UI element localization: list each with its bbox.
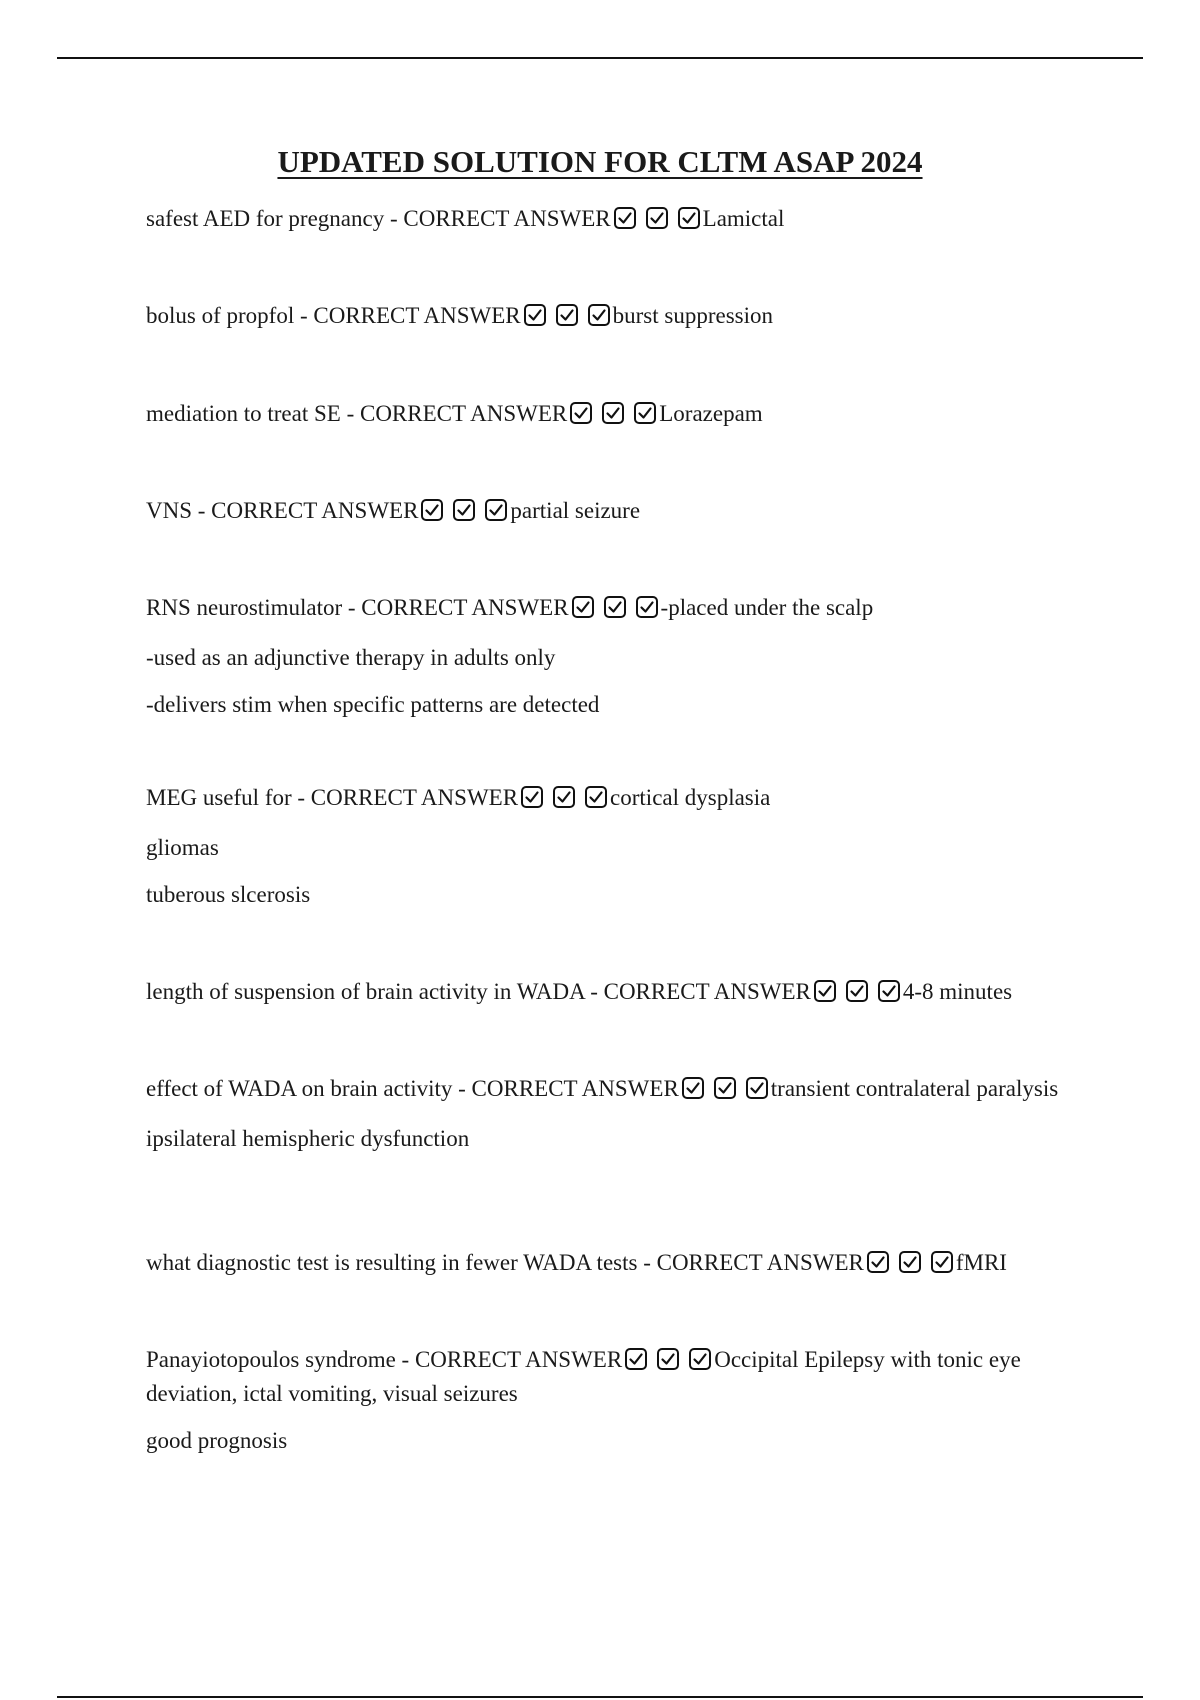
top-rule [57,57,1143,59]
answer-text: 4-8 minutes [902,979,1013,1004]
answer-marker: CORRECT ANSWER [403,206,611,231]
qa-line [146,1344,1086,1409]
question-text: mediation to treat SE - [146,401,360,426]
answer-text: transient contralateral paralysis [770,1076,1059,1101]
checkbox-checked-icon [420,498,444,522]
checkbox-checked-icon [645,206,669,230]
question-text: length of suspension of brain activity in WADA - [146,979,604,1004]
answer-marker: CORRECT ANSWER [656,1250,864,1275]
checkbox-checked-icon [603,595,627,619]
question-text: safest AED for pregnancy - [146,206,404,231]
checkbox-checked-icon [584,785,608,809]
checkbox-checked-icon [555,303,579,327]
qa-entry [146,495,1086,529]
qa-entry [146,782,1086,910]
qa-line [146,398,1086,432]
answer-marker: CORRECT ANSWER [211,498,419,523]
qa-line [146,1247,1086,1281]
answer-continuation: ipsilateral hemispheric dysfunction [146,1126,470,1151]
qa-line [146,495,1086,529]
checkbox-checked-icon [613,206,637,230]
answer-marker: CORRECT ANSWER [361,595,569,620]
qa-entry [146,398,1086,432]
answer-continuation: good prognosis [146,1428,288,1453]
checkbox-checked-icon [813,979,837,1003]
check-marks [811,979,903,1010]
document-title-text: UPDATED SOLUTION FOR CLTM ASAP 2024 [277,144,923,179]
question-text: bolus of propfol - [146,303,314,328]
checkbox-checked-icon [745,1076,769,1100]
checkbox-checked-icon [552,785,576,809]
answer-continuation: tuberous slcerosis [146,882,311,907]
qa-line [146,592,1086,626]
checkbox-checked-icon [624,1347,648,1371]
question-text: MEG useful for - [146,785,311,810]
checkbox-checked-icon [452,498,476,522]
check-marks [518,785,610,816]
qa-line [146,203,1086,237]
question-text: what diagnostic test is resulting in fewer WADA tests - [146,1250,657,1275]
checkbox-checked-icon [866,1250,890,1274]
checkbox-checked-icon [635,595,659,619]
bottom-rule [57,1696,1143,1698]
qa-entry [146,300,1086,334]
checkbox-checked-icon [877,979,901,1003]
qa-line [146,782,1086,816]
question-text: Panayiotopoulos syndrome - [146,1347,415,1372]
checkbox-checked-icon [587,303,611,327]
checkbox-checked-icon [520,785,544,809]
qa-entry [146,1247,1086,1281]
checkbox-checked-icon [484,498,508,522]
qa-entry [146,976,1086,1010]
answer-text: partial seizure [510,498,641,523]
document-title [0,142,1200,182]
checkbox-checked-icon [677,206,701,230]
check-marks [521,303,613,334]
check-marks [864,1250,956,1281]
checkbox-checked-icon [656,1347,680,1371]
checkbox-checked-icon [688,1347,712,1371]
checkbox-checked-icon [633,401,657,425]
qa-entry [146,592,1086,720]
check-marks [418,498,510,529]
checkbox-checked-icon [601,401,625,425]
checkbox-checked-icon [523,303,547,327]
qa-line [146,976,1086,1010]
checkbox-checked-icon [569,401,593,425]
answer-marker: CORRECT ANSWER [313,303,521,328]
answer-text: cortical dysplasia [610,785,771,810]
answer-text: Lorazepam [659,401,763,426]
answer-marker: CORRECT ANSWER [471,1076,679,1101]
qa-line [146,1073,1086,1107]
check-marks [569,595,661,626]
qa-entry [146,1073,1086,1154]
answer-text: -placed under the scalp [660,595,874,620]
checkbox-checked-icon [898,1250,922,1274]
checkbox-checked-icon [681,1076,705,1100]
checkbox-checked-icon [930,1250,954,1274]
answer-text: Lamictal [702,206,785,231]
check-marks [611,206,703,237]
qa-entry [146,1344,1086,1456]
checkbox-checked-icon [713,1076,737,1100]
answer-marker: CORRECT ANSWER [603,979,811,1004]
answer-text: Occipital Epilepsy with tonic eye deviation, ictal vomiting, visual seizures [146,1347,1021,1406]
question-text: effect of WADA on brain activity - [146,1076,472,1101]
answer-continuation: -delivers stim when specific patterns are detected [146,692,600,717]
answer-text: fMRI [955,1250,1007,1275]
checkbox-checked-icon [845,979,869,1003]
answer-marker: CORRECT ANSWER [414,1347,623,1372]
answer-marker: CORRECT ANSWER [310,785,519,810]
answer-marker: CORRECT ANSWER [359,401,568,426]
qa-line [146,300,1086,334]
qa-entry [146,203,1086,237]
check-marks [567,401,659,432]
check-marks [622,1347,714,1378]
answer-text: burst suppression [612,303,773,328]
checkbox-checked-icon [571,595,595,619]
answer-continuation: -used as an adjunctive therapy in adults only [146,645,556,670]
question-text: VNS - [146,498,212,523]
check-marks [679,1076,771,1107]
question-text: RNS neurostimulator - [146,595,362,620]
answer-continuation: gliomas [146,835,219,860]
